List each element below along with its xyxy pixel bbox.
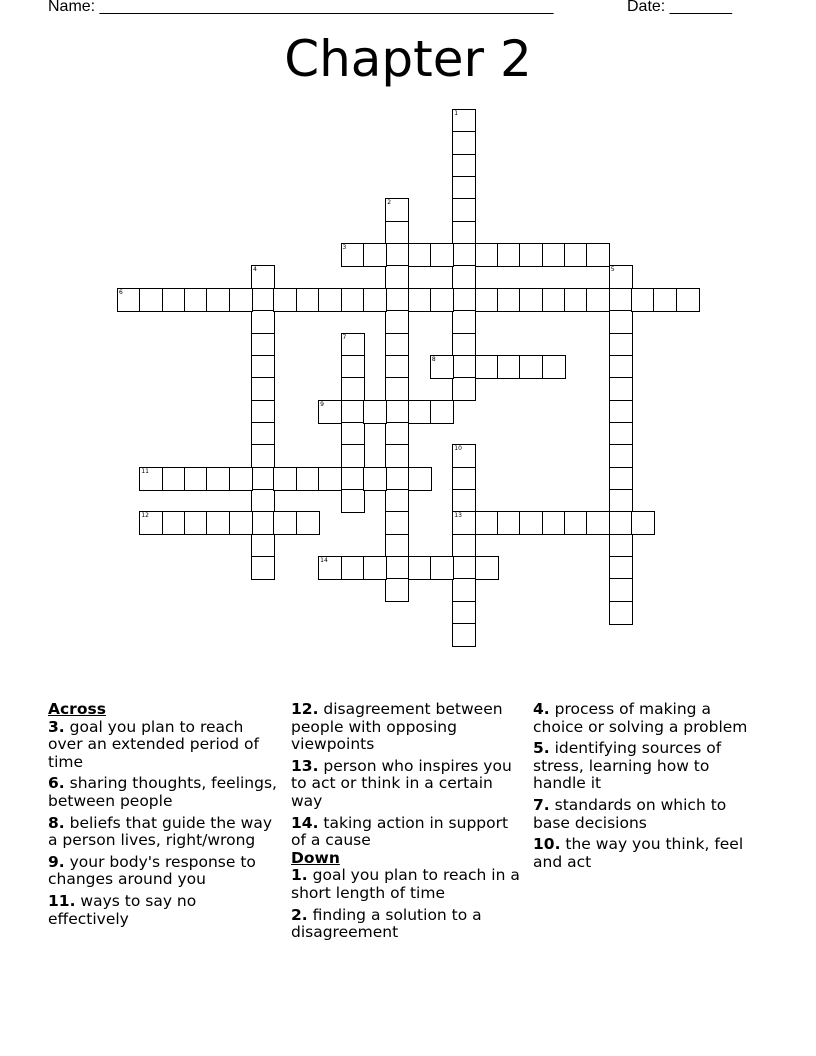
crossword-cell[interactable] xyxy=(341,400,365,424)
crossword-cell[interactable] xyxy=(475,511,499,535)
clue-text: standards on which to base decisions xyxy=(533,795,727,832)
crossword-cell[interactable] xyxy=(341,288,365,312)
clue-text: goal you plan to reach in a short length of time xyxy=(291,866,520,902)
clue-text: person who inspires you to act or think in a certain way xyxy=(291,756,512,810)
cell-number: 2 xyxy=(387,199,392,207)
crossword-cell[interactable] xyxy=(251,489,275,513)
clue-text: sharing thoughts, feelings, between people xyxy=(48,774,277,810)
clue-down-2 xyxy=(291,907,523,942)
crossword-cell[interactable] xyxy=(385,333,409,357)
crossword-cell[interactable] xyxy=(452,176,476,200)
crossword-cell[interactable] xyxy=(452,288,476,312)
crossword-cell[interactable] xyxy=(251,511,275,535)
crossword-cell[interactable] xyxy=(341,243,365,267)
cell-number: 7 xyxy=(342,333,347,341)
crossword-cell[interactable] xyxy=(609,310,633,334)
crossword-cell[interactable] xyxy=(475,355,499,379)
crossword-cell[interactable] xyxy=(385,489,409,513)
clue-number: 14. xyxy=(291,813,319,832)
crossword-cell[interactable] xyxy=(497,243,521,267)
crossword-cell[interactable] xyxy=(341,422,365,446)
clue-number: 11. xyxy=(48,891,76,910)
clue-across-3 xyxy=(48,719,280,772)
crossword-cell[interactable] xyxy=(251,333,275,357)
cell-number: 4 xyxy=(253,266,257,274)
crossword-cell[interactable] xyxy=(430,288,454,312)
crossword-cell[interactable] xyxy=(452,623,476,647)
crossword-cell[interactable] xyxy=(385,400,409,424)
cell-number: 13 xyxy=(454,512,462,520)
clue-text: goal you plan to reach over an extended period of time xyxy=(48,717,259,771)
crossword-cell[interactable] xyxy=(609,265,633,289)
clue-across-13 xyxy=(291,758,523,811)
crossword-cell[interactable] xyxy=(385,265,409,289)
crossword-cell[interactable] xyxy=(452,489,476,513)
crossword-cell[interactable] xyxy=(586,511,610,535)
crossword-cell[interactable] xyxy=(452,310,476,334)
crossword-cell[interactable] xyxy=(162,467,186,491)
crossword-cell[interactable] xyxy=(251,377,275,401)
crossword-cell[interactable] xyxy=(519,243,543,267)
clue-number: 13. xyxy=(291,756,319,775)
crossword-cell[interactable] xyxy=(408,243,432,267)
crossword-cell[interactable] xyxy=(609,355,633,379)
crossword-cell[interactable] xyxy=(363,243,387,267)
crossword-cell[interactable] xyxy=(251,355,275,379)
crossword-cell[interactable] xyxy=(609,534,633,558)
crossword-cell[interactable] xyxy=(206,511,230,535)
crossword-cell[interactable] xyxy=(341,556,365,580)
crossword-cell[interactable] xyxy=(475,288,499,312)
crossword-cell[interactable] xyxy=(452,467,476,491)
crossword-cell[interactable] xyxy=(452,511,476,535)
crossword-cell[interactable] xyxy=(408,556,432,580)
crossword-cell[interactable] xyxy=(676,288,700,312)
crossword-cell[interactable] xyxy=(341,489,365,513)
cell-number: 11 xyxy=(141,467,149,475)
page-title: Chapter 2 xyxy=(284,30,532,88)
crossword-cell[interactable] xyxy=(609,377,633,401)
crossword-cell[interactable] xyxy=(296,511,320,535)
crossword-cell[interactable] xyxy=(475,556,499,580)
crossword-cell[interactable] xyxy=(452,265,476,289)
crossword-cell[interactable] xyxy=(542,511,566,535)
crossword-cell[interactable] xyxy=(385,221,409,245)
cell-number: 1 xyxy=(454,110,459,117)
crossword-cell[interactable] xyxy=(385,243,409,267)
clue-across-12 xyxy=(291,701,523,754)
date-field-label: Date: _______ xyxy=(627,0,732,15)
cell-number: 12 xyxy=(141,512,149,520)
crossword-cell[interactable] xyxy=(609,601,633,625)
crossword-cell[interactable] xyxy=(363,288,387,312)
crossword-cell[interactable] xyxy=(341,444,365,468)
clue-number: 7. xyxy=(533,795,550,814)
cell-number: 3 xyxy=(342,244,347,252)
crossword-cell[interactable] xyxy=(653,288,677,312)
cell-number: 6 xyxy=(119,288,123,296)
crossword-cell[interactable] xyxy=(251,467,275,491)
clue-number: 12. xyxy=(291,700,319,718)
crossword-cell[interactable] xyxy=(564,511,588,535)
clue-number: 2. xyxy=(291,905,308,924)
crossword-cell[interactable] xyxy=(497,511,521,535)
crossword-cell[interactable] xyxy=(452,556,476,580)
clue-text: beliefs that guide the way a person lives, right/wrong xyxy=(48,813,272,850)
crossword-cell[interactable] xyxy=(251,310,275,334)
crossword-cell[interactable] xyxy=(296,288,320,312)
crossword-cell[interactable] xyxy=(385,422,409,446)
crossword-cell[interactable] xyxy=(385,288,409,312)
crossword-cell[interactable] xyxy=(631,511,655,535)
crossword-cell[interactable] xyxy=(139,511,163,535)
crossword-cell[interactable] xyxy=(385,556,409,580)
cell-number: 14 xyxy=(320,557,328,564)
crossword-cell[interactable] xyxy=(229,511,253,535)
clue-down-1 xyxy=(291,867,523,902)
clue-down-10 xyxy=(533,836,765,871)
crossword-cell[interactable] xyxy=(206,467,230,491)
crossword-cell[interactable] xyxy=(363,467,387,491)
crossword-cell[interactable] xyxy=(251,534,275,558)
crossword-cell[interactable] xyxy=(452,109,476,133)
across-heading: Across xyxy=(48,700,106,718)
crossword-cell[interactable] xyxy=(251,288,275,312)
crossword-cell[interactable] xyxy=(497,355,521,379)
crossword-cell[interactable] xyxy=(318,467,342,491)
crossword-cell[interactable] xyxy=(452,198,476,222)
crossword-cell[interactable] xyxy=(609,467,633,491)
crossword-cell[interactable] xyxy=(609,444,633,468)
cell-number: 8 xyxy=(431,355,436,363)
crossword-cell[interactable] xyxy=(452,221,476,245)
crossword-cell[interactable] xyxy=(296,467,320,491)
crossword-cell[interactable] xyxy=(385,198,409,222)
cell-number: 9 xyxy=(320,400,324,408)
crossword-cell[interactable] xyxy=(251,422,275,446)
crossword-cell[interactable] xyxy=(452,444,476,468)
clue-down-7 xyxy=(533,797,765,832)
crossword-cell[interactable] xyxy=(385,355,409,379)
crossword-cell[interactable] xyxy=(430,355,454,379)
crossword-cell[interactable] xyxy=(631,288,655,312)
crossword-cell[interactable] xyxy=(385,534,409,558)
crossword-cell[interactable] xyxy=(184,511,208,535)
clue-number: 6. xyxy=(48,774,65,793)
crossword-cell[interactable] xyxy=(609,578,633,602)
clue-across-14 xyxy=(291,815,523,850)
crossword-cell[interactable] xyxy=(162,288,186,312)
crossword-cell[interactable] xyxy=(408,400,432,424)
clue-number: 5. xyxy=(533,739,550,758)
crossword-cell[interactable] xyxy=(385,467,409,491)
crossword-cell[interactable] xyxy=(519,355,543,379)
crossword-cell[interactable] xyxy=(251,265,275,289)
clue-number: 3. xyxy=(48,717,65,736)
crossword-cell[interactable] xyxy=(609,556,633,580)
crossword-cell[interactable] xyxy=(341,377,365,401)
crossword-cell[interactable] xyxy=(139,467,163,491)
crossword-cell[interactable] xyxy=(452,243,476,267)
crossword-cell[interactable] xyxy=(452,333,476,357)
crossword-cell[interactable] xyxy=(586,243,610,267)
crossword-cell[interactable] xyxy=(117,288,141,312)
crossword-cell[interactable] xyxy=(609,288,633,312)
clue-text: process of making a choice or solving a problem xyxy=(533,700,748,736)
crossword-cell[interactable] xyxy=(609,400,633,424)
crossword-cell[interactable] xyxy=(229,288,253,312)
clue-text: the way you think, feel and act xyxy=(533,835,744,871)
crossword-cell[interactable] xyxy=(609,333,633,357)
crossword-cell[interactable] xyxy=(519,288,543,312)
clue-down-4 xyxy=(533,701,765,736)
crossword-cell[interactable] xyxy=(430,400,454,424)
clue-text: disagreement between people with opposing viewpoints xyxy=(291,700,503,754)
crossword-cell[interactable] xyxy=(564,243,588,267)
crossword-cell[interactable] xyxy=(430,243,454,267)
clue-down-5 xyxy=(533,740,765,793)
crossword-cell[interactable] xyxy=(139,288,163,312)
crossword-cell[interactable] xyxy=(318,556,342,580)
crossword-cell[interactable] xyxy=(162,511,186,535)
crossword-cell[interactable] xyxy=(273,511,297,535)
clues-column-2 xyxy=(291,701,523,946)
clue-text: finding a solution to a disagreement xyxy=(291,905,482,942)
crossword-cell[interactable] xyxy=(452,578,476,602)
crossword-cell[interactable] xyxy=(341,333,365,357)
crossword-cell[interactable] xyxy=(363,400,387,424)
crossword-cell[interactable] xyxy=(452,534,476,558)
crossword-cell[interactable] xyxy=(542,288,566,312)
crossword-cell[interactable] xyxy=(273,288,297,312)
crossword-cell[interactable] xyxy=(452,377,476,401)
crossword-cell[interactable] xyxy=(408,467,432,491)
clues-column-1 xyxy=(48,701,280,932)
crossword-cell[interactable] xyxy=(385,310,409,334)
crossword-cell[interactable] xyxy=(273,467,297,491)
crossword-cell[interactable] xyxy=(430,556,454,580)
name-field-label: Name: ___________________________________________________ xyxy=(48,0,554,15)
clue-number: 1. xyxy=(291,866,308,885)
clue-text: identifying sources of stress, learning how to handle it xyxy=(533,739,722,793)
crossword-cell[interactable] xyxy=(229,467,253,491)
clue-across-6 xyxy=(48,775,280,810)
clue-number: 4. xyxy=(533,700,550,718)
clue-number: 9. xyxy=(48,852,65,871)
down-heading: Down xyxy=(291,848,340,867)
clue-text: ways to say no effectively xyxy=(48,891,197,928)
crossword-cell[interactable] xyxy=(318,400,342,424)
crossword-cell[interactable] xyxy=(475,243,499,267)
crossword-cell[interactable] xyxy=(385,444,409,468)
clue-text: taking action in support of a cause xyxy=(291,813,509,850)
crossword-cell[interactable] xyxy=(452,601,476,625)
crossword-cell[interactable] xyxy=(251,400,275,424)
clue-across-11 xyxy=(48,893,280,928)
crossword-cell[interactable] xyxy=(564,288,588,312)
crossword-cell[interactable] xyxy=(341,355,365,379)
crossword-cell[interactable] xyxy=(519,511,543,535)
crossword-cell[interactable] xyxy=(385,578,409,602)
crossword-cell[interactable] xyxy=(452,154,476,178)
clue-text: your body's response to changes around you xyxy=(48,852,256,889)
crossword-cell[interactable] xyxy=(542,243,566,267)
cell-number: 10 xyxy=(454,445,462,453)
crossword-cell[interactable] xyxy=(609,511,633,535)
clue-across-9 xyxy=(48,854,280,889)
crossword-cell[interactable] xyxy=(542,355,566,379)
crossword-cell[interactable] xyxy=(385,511,409,535)
crossword-cell[interactable] xyxy=(363,556,387,580)
cell-number: 5 xyxy=(610,266,615,274)
crossword-cell[interactable] xyxy=(452,355,476,379)
crossword-cell[interactable] xyxy=(184,467,208,491)
crossword-cell[interactable] xyxy=(452,131,476,155)
crossword-cell[interactable] xyxy=(609,422,633,446)
crossword-cell[interactable] xyxy=(206,288,230,312)
crossword-cell[interactable] xyxy=(408,288,432,312)
clues-column-3 xyxy=(533,701,765,875)
clue-number: 10. xyxy=(533,835,561,854)
clue-number: 8. xyxy=(48,813,65,832)
crossword-cell[interactable] xyxy=(341,467,365,491)
crossword-cell[interactable] xyxy=(318,288,342,312)
crossword-cell[interactable] xyxy=(586,288,610,312)
clue-across-8 xyxy=(48,815,280,850)
crossword-cell[interactable] xyxy=(184,288,208,312)
crossword-cell[interactable] xyxy=(251,444,275,468)
crossword-cell[interactable] xyxy=(385,377,409,401)
crossword-cell[interactable] xyxy=(251,556,275,580)
crossword-cell[interactable] xyxy=(497,288,521,312)
crossword-cell[interactable] xyxy=(609,489,633,513)
